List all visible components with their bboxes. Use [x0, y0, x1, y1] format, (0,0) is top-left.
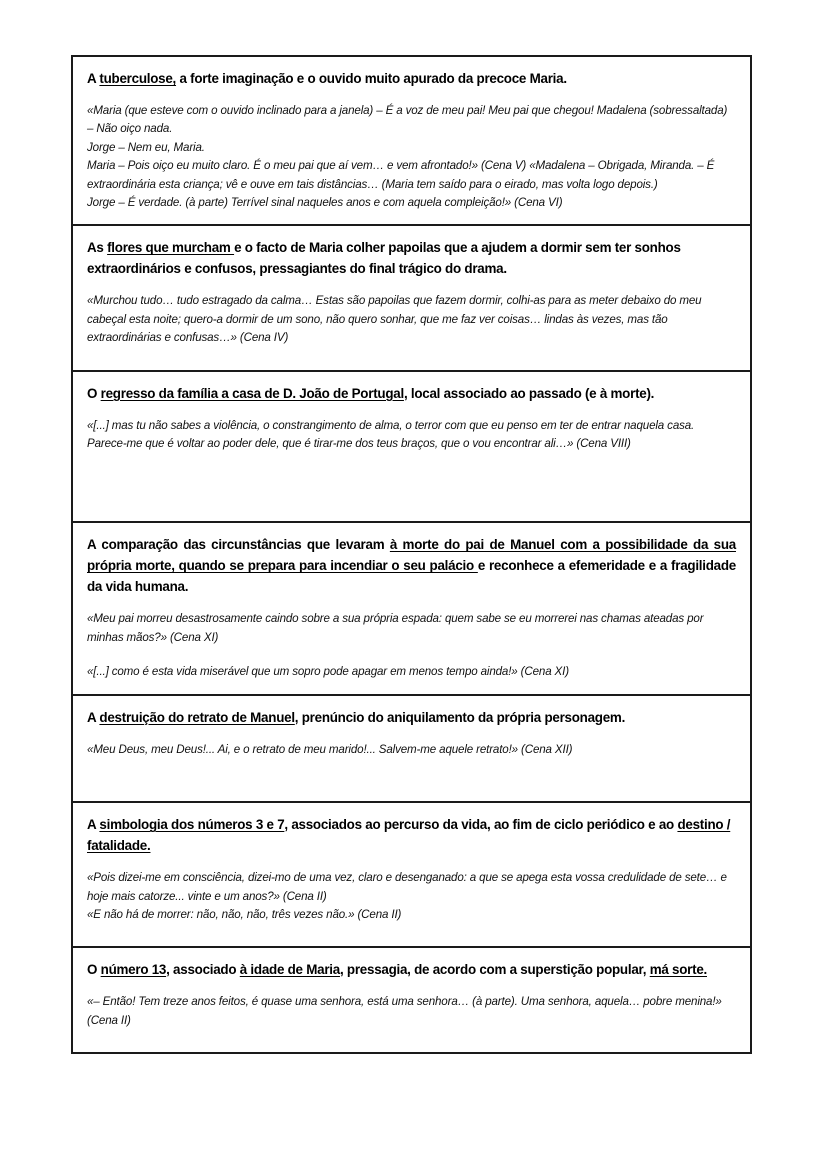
quote-line: «E não há de morrer: não, não, não, três vezes não.» (Cena II) — [87, 907, 402, 921]
table-row — [73, 948, 750, 1052]
heading-prefix: A — [87, 71, 100, 86]
quote-line: «Murchou tudo… tudo estragado da calma… Estas são papoilas que fazem dormir, colhi-as para as meter debaixo do meu cabeçal esta noite; quero-a dormir de um sono, não quero sonhar, que me faz ver coisas… lindas às vezes, mas tão extraordinárias e confusas…» (Cena IV) — [87, 294, 702, 345]
heading-underlined: destruição do retrato de Manuel — [99, 709, 295, 725]
table-row — [73, 226, 750, 371]
quote-line: «[...] mas tu não sabes a violência, o constrangimento de alma, o terror com que eu penso em ter de entrar naquela casa. Parece-me que é voltar ao poder dele, que é tirar-me dos teus braços, que o vou encontrar ali…» (Cena VIII) — [87, 418, 695, 451]
heading-suffix: a forte imaginação e o ouvido muito apurado da precoce Maria. — [176, 71, 567, 86]
quote-line: «Meu pai morreu desastrosamente caindo sobre a sua própria espada: quem sabe se eu morrerei nas chamas ateadas por minhas mãos?» (Cena XI) — [87, 612, 704, 644]
table-row — [73, 696, 750, 803]
row-tail-space — [87, 453, 736, 509]
heading-suffix: , local associado ao passado (e à morte). — [403, 385, 655, 401]
row-tail-space — [87, 1030, 736, 1040]
heading-underlined: à morte do pai de Manuel com a possibilidade da sua própria morte, quando se prepara para incendiar o seu palácio — [87, 537, 736, 574]
heading-prefix: A comparação das circunstâncias que levaram — [87, 537, 390, 553]
table-row — [73, 803, 750, 948]
table-row — [73, 57, 750, 226]
section-heading-flores-que-murcham — [87, 237, 736, 279]
heading-underlined: flores que murcham — [107, 240, 235, 256]
heading-underlined: número 13 — [100, 962, 167, 978]
section-heading-tuberculose — [87, 68, 736, 89]
section-heading-morte-pai-manuel — [87, 534, 736, 597]
heading-suffix: , pressagia, de acordo com a superstição popular, — [339, 962, 650, 978]
heading-underlined-2: destino / fatalidade. — [87, 817, 731, 854]
heading-prefix: As — [87, 240, 108, 256]
quote-line: «Maria (que esteve com o ouvido inclinado para a janela) – É a voz de meu pai! Meu pai que chegou! Madalena (sobressaltada) – Não oiço nada. — [87, 104, 728, 136]
heading-underlined: tuberculose, — [99, 71, 177, 86]
row-tail-space — [87, 924, 736, 934]
row-tail-space — [87, 348, 736, 358]
quote-line: «Pois dizei-me em consciência, dizei-mo de uma vez, claro e desenganado: a que se apega esta vossa credulidade de sete… e hoje mais catorze... vinte e um anos?» (Cena II) — [87, 871, 727, 903]
heading-middle: , associados ao percurso da vida, ao fim de ciclo periódico e ao — [284, 817, 678, 833]
section-heading-simbologia-numeros — [87, 814, 736, 856]
heading-prefix: A — [87, 709, 100, 725]
heading-suffix: e o facto de Maria colher papoilas que a ajudem a dormir sem ter sonhos extraordinários e confusos, pressagiantes do final trágico do drama. — [87, 240, 681, 277]
heading-underlined: regresso da família a casa de D. João de Portugal — [100, 385, 404, 401]
sinais-tragicos-table — [71, 55, 752, 1054]
quote-line: Maria – Pois oiço eu muito claro. É o meu pai que aí vem… e vem afrontado!» (Cena V) «Madalena – Obrigada, Miranda. – É extraordinária esta criança; vê e ouve em tais distâncias… (Maria tem saído para o eirado, mas volta logo depois.) — [87, 159, 715, 191]
heading-suffix: , prenúncio do aniquilamento da própria personagem. — [294, 709, 626, 725]
quote-line: «– Então! Tem treze anos feitos, é quase uma senhora, está uma senhora… (à parte). Uma senhora, aquela… pobre menina!» (Cena II) — [87, 995, 722, 1027]
table-row — [73, 372, 750, 524]
section-heading-numero-13 — [87, 959, 736, 980]
heading-underlined: simbologia dos números 3 e 7 — [99, 817, 285, 833]
quote-line: «Meu Deus, meu Deus!... Ai, e o retrato de meu marido!... Salvem-me aquele retrato!» (Cena XII) — [87, 742, 573, 756]
heading-suffix: e reconhece a efemeridade e a fragilidade da vida humana. — [87, 558, 736, 595]
section-heading-regresso-familia — [87, 383, 736, 404]
heading-prefix: O — [87, 385, 101, 401]
quote-line: «[...] como é esta vida miserável que um sopro pode apagar em menos tempo ainda!» (Cena XI) — [87, 665, 569, 679]
heading-underlined-3: má sorte. — [649, 962, 707, 978]
table-row — [73, 523, 750, 695]
quote-line: Jorge – Nem eu, Maria. — [87, 140, 205, 154]
heading-middle: , associado — [166, 962, 240, 978]
quote-line: Jorge – É verdade. (à parte) Terrível sinal naqueles anos e com aquela compleição!» (Cena VI) — [87, 196, 563, 210]
row-tail-space — [87, 759, 736, 789]
heading-prefix: O — [87, 962, 101, 978]
heading-underlined-2: à idade de Maria — [239, 962, 340, 978]
section-heading-destruicao-retrato — [87, 707, 736, 728]
heading-prefix: A — [87, 817, 100, 833]
